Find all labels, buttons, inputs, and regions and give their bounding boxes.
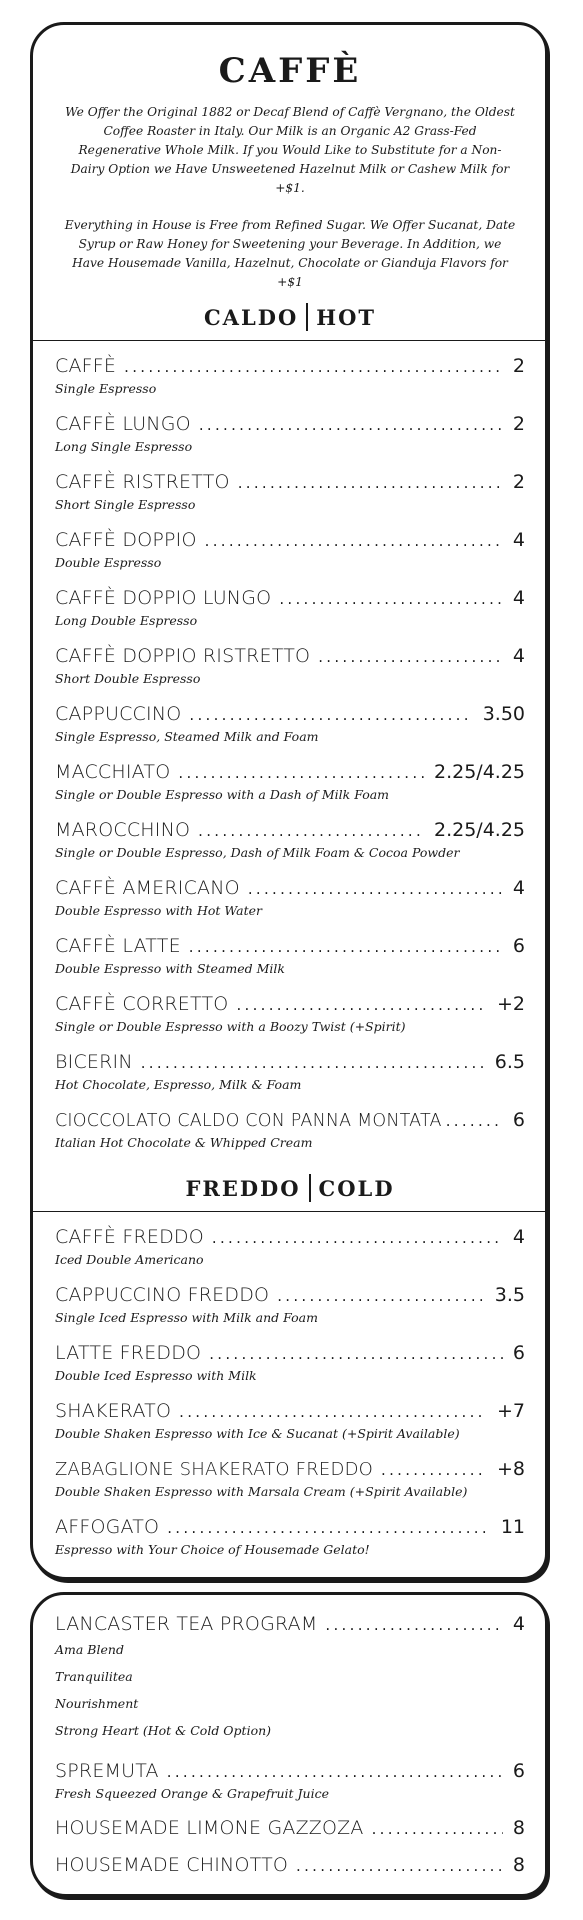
item-price: 6 [512, 1342, 525, 1364]
item-name: MACCHIATO [55, 761, 171, 783]
dot-leader [372, 1818, 503, 1840]
menu-item [55, 1386, 525, 1444]
dot-leader [141, 1052, 485, 1074]
dot-leader [209, 1343, 503, 1365]
item-description: Single or Double Espresso, Dash of Milk Foam & Cocoa Powder [55, 845, 460, 860]
item-price: 6 [512, 1760, 525, 1782]
item-name: HOUSEMADE CHINOTTO [55, 1854, 289, 1876]
item-description: Single Espresso, Steamed Milk and Foam [55, 729, 319, 744]
item-price: 4 [512, 1226, 525, 1248]
item-description: Double Shaken Espresso with Marsala Cream (+Spirit Available) [55, 1484, 468, 1499]
dot-leader [277, 1285, 485, 1307]
item-price: 2.25/4.25 [433, 761, 525, 783]
dot-leader [178, 762, 424, 784]
item-name: CAFFÈ CORRETTO [55, 993, 229, 1015]
menu-item [55, 341, 525, 399]
item-price: 2.25/4.25 [433, 819, 525, 841]
tea-menu-panel [30, 1592, 548, 1897]
item-price: 2 [512, 413, 525, 435]
dot-leader [205, 530, 503, 552]
item-name: CAPPUCCINO FREDDO [55, 1284, 270, 1306]
item-name: HOUSEMADE LIMONE GAZZOZA [55, 1817, 364, 1839]
item-name: CAFFÈ [55, 355, 117, 377]
item-price: 4 [512, 529, 525, 551]
dot-leader [124, 356, 503, 378]
section-heading-cold [55, 1171, 525, 1205]
item-description: Double Espresso with Hot Water [55, 903, 262, 918]
item-description: Iced Double Americano [55, 1252, 204, 1267]
dot-leader [318, 646, 503, 668]
item-price: +7 [496, 1400, 525, 1422]
section-heading-hot-english: HOT [316, 304, 377, 330]
item-name: CAFFÈ FREDDO [55, 1226, 204, 1248]
menu-item [55, 747, 525, 805]
menu-item [55, 979, 525, 1037]
menu-item-tea-program [55, 1595, 525, 1744]
hot-drinks-list [55, 341, 525, 1153]
dot-leader [296, 1855, 503, 1877]
item-name: SHAKERATO [55, 1400, 172, 1422]
item-name: LATTE FREDDO [55, 1342, 202, 1364]
item-price: 11 [500, 1516, 525, 1538]
dot-leader [248, 878, 503, 900]
section-heading-hot [55, 300, 525, 334]
dot-leader [381, 1459, 487, 1481]
intro-paragraph-milk: We Offer the Original 1882 or Decaf Blend of Caffè Vergnano, the Oldest Coffee Roaster in Italy. Our Milk is an Organic A2 Grass-Fed Regenerative Whole Milk. If you Would Like to Substitute for a Non-Dairy Option we Have Unsweetened Hazelnut Milk or Cashew Milk for +$1. [65, 105, 515, 195]
menu-item [55, 1037, 525, 1095]
coffee-menu-panel [30, 22, 548, 1580]
menu-item [55, 1803, 525, 1840]
item-description: Italian Hot Chocolate & Whipped Cream [55, 1135, 313, 1150]
menu-item [55, 1328, 525, 1386]
item-name: ZABAGLIONE SHAKERATO FREDDO [55, 1459, 373, 1480]
item-name: CAFFÈ AMERICANO [55, 877, 240, 899]
item-name: CAFFÈ DOPPIO [55, 529, 197, 551]
menu-item [55, 1095, 525, 1153]
item-description: Single or Double Espresso with a Boozy Twist (+Spirit) [55, 1019, 406, 1034]
item-description: Short Single Espresso [55, 497, 196, 512]
tea-blend: Tranquilitea [55, 1669, 133, 1684]
dot-leader [189, 936, 503, 958]
item-description: Single Iced Espresso with Milk and Foam [55, 1310, 318, 1325]
item-name: CAPPUCCINO [55, 703, 182, 725]
item-price: 4 [512, 1613, 525, 1635]
item-name: CAFFÈ DOPPIO LUNGO [55, 587, 272, 609]
dot-leader [279, 588, 503, 610]
tea-drinks-list [55, 1595, 525, 1877]
item-name: AFFOGATO [55, 1516, 160, 1538]
dot-leader [325, 1614, 502, 1636]
dot-leader [198, 820, 424, 842]
item-description: Long Double Espresso [55, 613, 198, 628]
tea-blend: Strong Heart (Hot & Cold Option) [55, 1723, 272, 1738]
section-divider-bar [309, 1174, 311, 1202]
menu-item [55, 921, 525, 979]
section-divider-bar [306, 303, 308, 331]
item-name: CAFFÈ LATTE [55, 935, 181, 957]
item-name: CAFFÈ LUNGO [55, 413, 191, 435]
menu-item [55, 1444, 525, 1502]
section-heading-hot-italian: CALDO [203, 304, 299, 330]
item-price: 6 [512, 1109, 525, 1131]
item-price: 8 [512, 1854, 525, 1876]
menu-item [55, 515, 525, 573]
item-name: SPREMUTA [55, 1760, 159, 1782]
menu-item [55, 1744, 525, 1803]
item-description: Fresh Squeezed Orange & Grapefruit Juice [55, 1786, 329, 1801]
dot-leader [167, 1517, 491, 1539]
item-price: 4 [512, 877, 525, 899]
dot-leader [189, 704, 472, 726]
dot-leader [446, 1110, 503, 1132]
dot-leader [179, 1401, 487, 1423]
dot-leader [236, 994, 487, 1016]
item-price: 8 [512, 1817, 525, 1839]
menu-title: CAFFÈ [218, 51, 362, 91]
item-name: CIOCCOLATO CALDO CON PANNA MONTATA [55, 1111, 442, 1131]
dot-leader [212, 1227, 503, 1249]
menu-item [55, 1840, 525, 1877]
item-price: +2 [496, 993, 525, 1015]
item-description: Double Shaken Espresso with Ice & Sucanat (+Spirit Available) [55, 1426, 460, 1441]
item-name: CAFFÈ RISTRETTO [55, 471, 230, 493]
dot-leader [238, 472, 503, 494]
menu-intro [63, 103, 517, 292]
section-heading-cold-english: COLD [318, 1175, 395, 1201]
item-description: Short Double Espresso [55, 671, 201, 686]
item-price: 2 [512, 471, 525, 493]
item-price: 6 [512, 935, 525, 957]
item-price: 2 [512, 355, 525, 377]
intro-paragraph-sweeteners: Everything in House is Free from Refined Sugar. We Offer Sucanat, Date Syrup or Raw Honey for Sweetening your Beverage. In Addition, we Have Housemade Vanilla, Hazelnut, Chocolate or Gianduja Flavors for +$1 [64, 218, 516, 289]
item-price: +8 [496, 1458, 525, 1480]
item-description: Single Espresso [55, 381, 157, 396]
menu-item [55, 399, 525, 457]
item-price: 3.50 [482, 703, 525, 725]
section-heading-cold-italian: FREDDO [185, 1175, 301, 1201]
item-price: 4 [512, 587, 525, 609]
cold-drinks-list [55, 1212, 525, 1560]
menu-item [55, 863, 525, 921]
menu-item [55, 1502, 525, 1560]
menu-item [55, 631, 525, 689]
menu-item [55, 689, 525, 747]
item-name: BICERIN [55, 1051, 133, 1073]
item-price: 6.5 [494, 1051, 525, 1073]
item-price: 4 [512, 645, 525, 667]
menu-item [55, 457, 525, 515]
tea-blend: Ama Blend [55, 1642, 124, 1657]
item-name: CAFFÈ DOPPIO RISTRETTO [55, 645, 311, 667]
menu-item [55, 573, 525, 631]
item-description: Hot Chocolate, Espresso, Milk & Foam [55, 1077, 302, 1092]
menu-item [55, 1270, 525, 1328]
menu-item [55, 1212, 525, 1270]
menu-item [55, 805, 525, 863]
item-description: Long Single Espresso [55, 439, 193, 454]
dot-leader [167, 1761, 503, 1783]
item-description: Double Espresso [55, 555, 162, 570]
tea-blend: Nourishment [55, 1696, 139, 1711]
dot-leader [199, 414, 503, 436]
item-description: Espresso with Your Choice of Housemade Gelato! [55, 1542, 370, 1557]
item-description: Single or Double Espresso with a Dash of Milk Foam [55, 787, 390, 802]
item-name: MAROCCHINO [55, 819, 191, 841]
item-description: Double Espresso with Steamed Milk [55, 961, 285, 976]
item-price: 3.5 [494, 1284, 525, 1306]
item-description: Double Iced Espresso with Milk [55, 1368, 257, 1383]
item-name: LANCASTER TEA PROGRAM [55, 1613, 318, 1635]
